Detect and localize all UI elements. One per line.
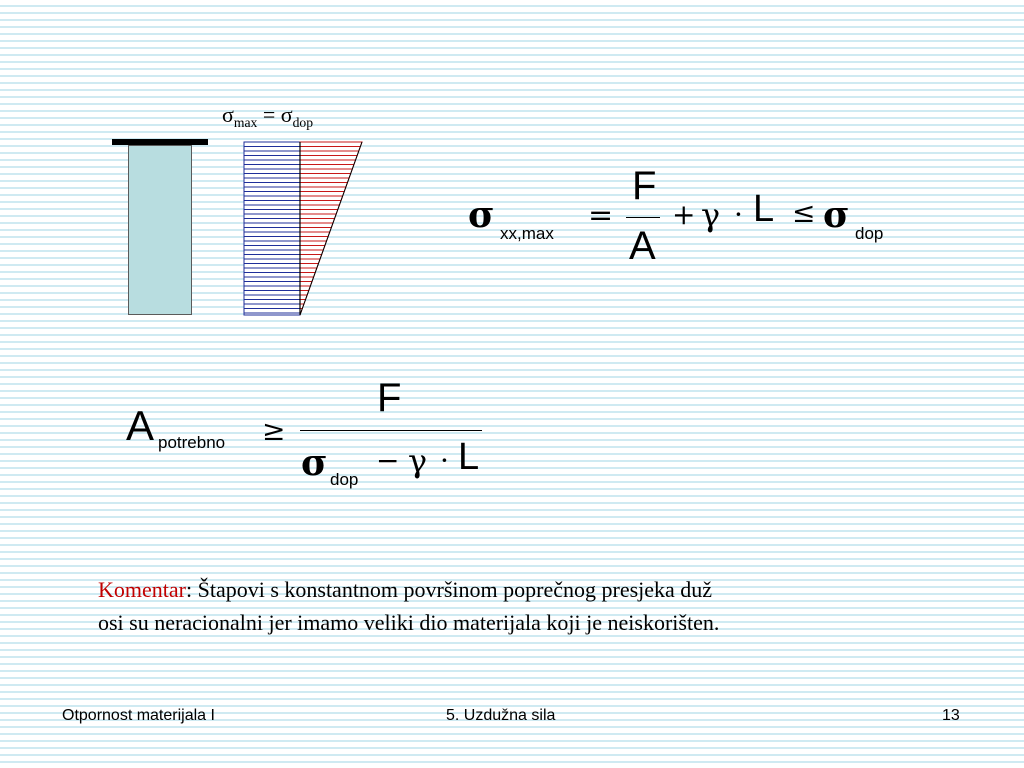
- formula1-plus: +: [672, 198, 696, 231]
- sigma-dop-symbol: σ: [280, 102, 293, 127]
- formula1-dot: ·: [734, 198, 743, 231]
- formula2-L: L: [458, 436, 480, 478]
- formula1-denominator: A: [629, 224, 656, 268]
- formula2-sigma: σ: [301, 442, 328, 484]
- formula2-numerator: F: [377, 376, 402, 420]
- sigma-max-symbol: σ: [222, 102, 234, 127]
- formula2-dot: ·: [440, 444, 449, 477]
- formula1-fraction-line: [626, 217, 660, 218]
- comment-text-1: Štapovi s konstantnom površinom poprečnog presjeka duž: [192, 577, 713, 602]
- formula2-gamma: γ: [408, 442, 428, 480]
- formula2-A: A: [126, 402, 155, 449]
- uniform-stress-block: [244, 142, 300, 315]
- comment-block: [98, 573, 928, 639]
- formula2-minus: −: [376, 444, 400, 477]
- footer-chapter: 5. Uzdužna sila: [446, 707, 556, 724]
- formula2-geq: ≥: [262, 414, 286, 447]
- stress-distribution: [240, 140, 370, 320]
- sigma-max-sub: max: [233, 114, 258, 130]
- comment-colon: :: [185, 577, 193, 602]
- formula1-gamma: γ: [701, 196, 721, 234]
- stress-diagram: [100, 100, 400, 330]
- formula2-sub: potrebno: [158, 433, 226, 452]
- formula2-fraction-line: [300, 430, 482, 431]
- formula1-sigma: σ: [468, 194, 495, 236]
- formula1-L: L: [753, 188, 775, 230]
- formula1-sub-dop: dop: [855, 224, 884, 243]
- sigma-equals: =: [262, 102, 276, 127]
- bar-rect: [128, 145, 192, 315]
- comment-line-1: [98, 573, 928, 606]
- formula1-equals: =: [588, 198, 614, 233]
- formula1-sub: xx,max: [500, 224, 554, 243]
- formula1-numerator: F: [632, 164, 657, 208]
- formula-area-required: [124, 376, 504, 500]
- formula1-leq: ≤: [792, 196, 816, 229]
- sigma-dop-sub: dop: [292, 114, 314, 130]
- footer-page-number: 13: [942, 707, 960, 724]
- footer-course: Otpornost materijala I: [62, 707, 215, 724]
- formula-sigma-max: [466, 160, 906, 280]
- sigma-label: [222, 102, 313, 131]
- comment-label: Komentar: [98, 577, 186, 602]
- formula2-sub-dop: dop: [330, 470, 359, 489]
- comment-line-2: osi su neracionalni jer imamo veliki dio materijala koji je neiskorišten.: [98, 610, 720, 635]
- formula1-sigma-dop: σ: [823, 194, 850, 236]
